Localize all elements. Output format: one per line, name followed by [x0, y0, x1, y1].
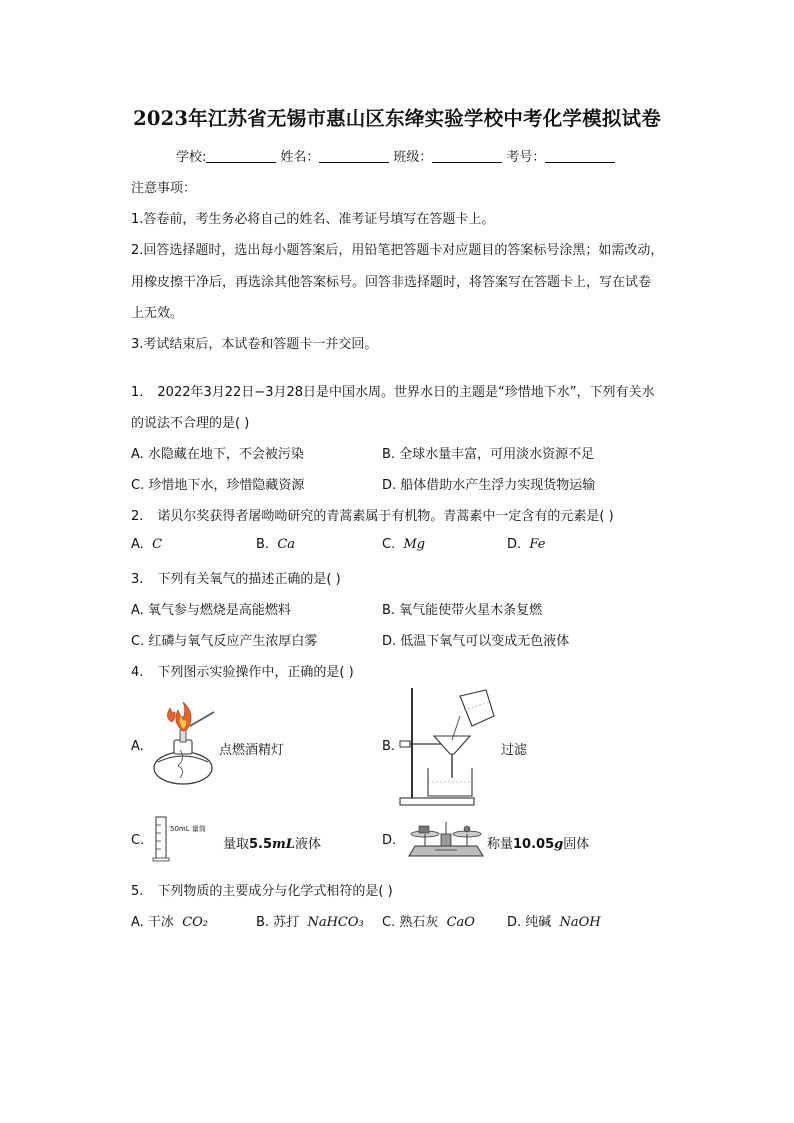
q4-option-d-text [487, 833, 589, 852]
q4-option-c-text [223, 833, 321, 852]
q3-option-d[interactable]: D. 低温下氧气可以变成无色液体 [382, 634, 570, 649]
q3-option-b[interactable]: B. 氧气能使带火星木条复燃 [382, 603, 543, 618]
note-3: 3.考试结束后，本试卷和答题卡一并交回。 [131, 337, 378, 352]
q5-stem: 下列物质的主要成分与化学式相符的是( ) [157, 884, 393, 899]
note-2-line-1: 2.回答选择题时，选出每小题答案后，用铅笔把答题卡对应题目的答案标号涂黑；如需改动， [131, 243, 664, 258]
q2-option-a[interactable] [131, 537, 162, 552]
q1-number: 1. [131, 385, 144, 400]
q2-number: 2. [131, 509, 144, 524]
q4-c-num: 5.5 [249, 837, 273, 852]
measuring-cylinder-figure [150, 815, 220, 863]
q4-c-unit: mL [272, 837, 295, 852]
q3-option-a[interactable]: A. 氧气参与燃烧是高能燃料 [131, 603, 291, 618]
name-label: 姓名： [280, 150, 320, 165]
q1-option-d[interactable]: D. 船体借助水产生浮力实现货物运输 [382, 478, 596, 493]
q4-d-text-post: 固体 [563, 837, 590, 852]
q4-option-b-label[interactable]: B. [382, 739, 396, 754]
q4-stem-line [131, 661, 354, 680]
exam-no-label: 考号： [506, 150, 546, 165]
q3-stem: 下列有关氧气的描述正确的是( ) [157, 572, 341, 587]
note-2-line-3: 上无效。 [131, 306, 184, 321]
q4-d-unit: g [554, 837, 564, 852]
q3-number: 3. [131, 572, 144, 587]
q4-d-num: 10.05 [513, 837, 555, 852]
q5-option-c-formula: CaO [446, 915, 475, 930]
note-2-line-2: 用橡皮擦干净后，再选涂其他答案标号。回答非选择题时，将答案写在答题卡上，写在试卷 [131, 275, 652, 290]
q4-c-text-pre: 量取 [223, 837, 250, 852]
q2-option-c-value: Mg [403, 537, 426, 552]
q5-option-d-label: D. 纯碱 [507, 915, 552, 930]
name-blank[interactable] [319, 150, 389, 163]
q5-option-b[interactable] [256, 911, 364, 930]
q2-option-d-value: Fe [529, 537, 546, 552]
class-label: 班级： [393, 150, 433, 165]
q4-option-c-label[interactable]: C. [131, 833, 145, 848]
q1-stem-a: 2022年3月22日−3月28日是中国水周。世界水日的主题是“珍惜地下水”，下列有关水 [157, 385, 655, 400]
q1-option-a[interactable]: A. 水隐藏在地下，不会被污染 [131, 447, 304, 462]
alcohol-lamp-lighting-figure [150, 700, 220, 790]
school-label: 学校: [176, 150, 207, 165]
balance-figure [405, 820, 487, 860]
q5-option-b-label: B. 苏打 [256, 915, 300, 930]
page-title: 2023年江苏省无锡市惠山区东绛实验学校中考化学模拟试卷 [133, 107, 661, 130]
q2-option-c[interactable] [382, 537, 425, 552]
q5-option-c[interactable] [382, 911, 475, 930]
cylinder-label: 50mL 量筒 [170, 825, 206, 833]
q2-option-b-label: B. [256, 537, 270, 552]
q1-option-b[interactable]: B. 全球水量丰富，可用淡水资源不足 [382, 447, 595, 462]
q4-d-text-pre: 称量 [487, 837, 514, 852]
q2-option-d[interactable] [507, 537, 545, 552]
q4-option-a-label[interactable]: A. [131, 739, 144, 754]
q1-stem-line-2: 的说法不合理的是( ) [131, 416, 250, 431]
q3-option-c[interactable]: C. 红磷与氧气反应产生浓厚白雾 [131, 634, 318, 649]
q2-stem: 诺贝尔奖获得者屠呦呦研究的青蒿素属于有机物。青蒿素中一定含有的元素是( ) [157, 509, 614, 524]
q5-option-d-formula: NaOH [559, 915, 601, 930]
q2-option-c-label: C. [382, 537, 396, 552]
school-blank[interactable] [206, 150, 276, 163]
exam-no-blank[interactable] [545, 150, 615, 163]
notes-heading: 注意事项： [131, 181, 197, 196]
q5-option-c-label: C. 熟石灰 [382, 915, 439, 930]
q2-option-b[interactable] [256, 537, 295, 552]
q4-c-text-post: 液体 [294, 837, 321, 852]
q2-option-a-value: C [152, 537, 163, 552]
q4-option-d-label[interactable]: D. [382, 833, 397, 848]
q5-option-a-label: A. 干冰 [131, 915, 174, 930]
student-info-line [176, 146, 619, 165]
q5-number: 5. [131, 884, 144, 899]
q1-option-c[interactable]: C. 珍惜地下水，珍惜隐藏资源 [131, 478, 305, 493]
q4-number: 4. [131, 665, 144, 680]
q2-option-d-label: D. [507, 537, 522, 552]
q5-option-a-formula: CO₂ [182, 915, 209, 930]
q5-stem-line [131, 880, 393, 899]
note-1: 1.答卷前，考生务必将自己的姓名、准考证号填写在答题卡上。 [131, 212, 495, 227]
filtration-figure [394, 686, 504, 808]
q4-option-a-text: 点燃酒精灯 [219, 743, 285, 758]
q2-option-a-label: A. [131, 537, 144, 552]
q4-stem: 下列图示实验操作中，正确的是( ) [157, 665, 354, 680]
class-blank[interactable] [432, 150, 502, 163]
q5-option-a[interactable] [131, 911, 208, 930]
q2-option-b-value: Ca [277, 537, 296, 552]
q2-stem-line [131, 505, 614, 524]
q1-stem-line-1 [131, 381, 654, 400]
q4-option-b-text: 过滤 [501, 743, 528, 758]
q3-stem-line [131, 568, 341, 587]
q5-option-d[interactable] [507, 911, 601, 930]
q5-option-b-formula: NaHCO₃ [307, 915, 364, 930]
